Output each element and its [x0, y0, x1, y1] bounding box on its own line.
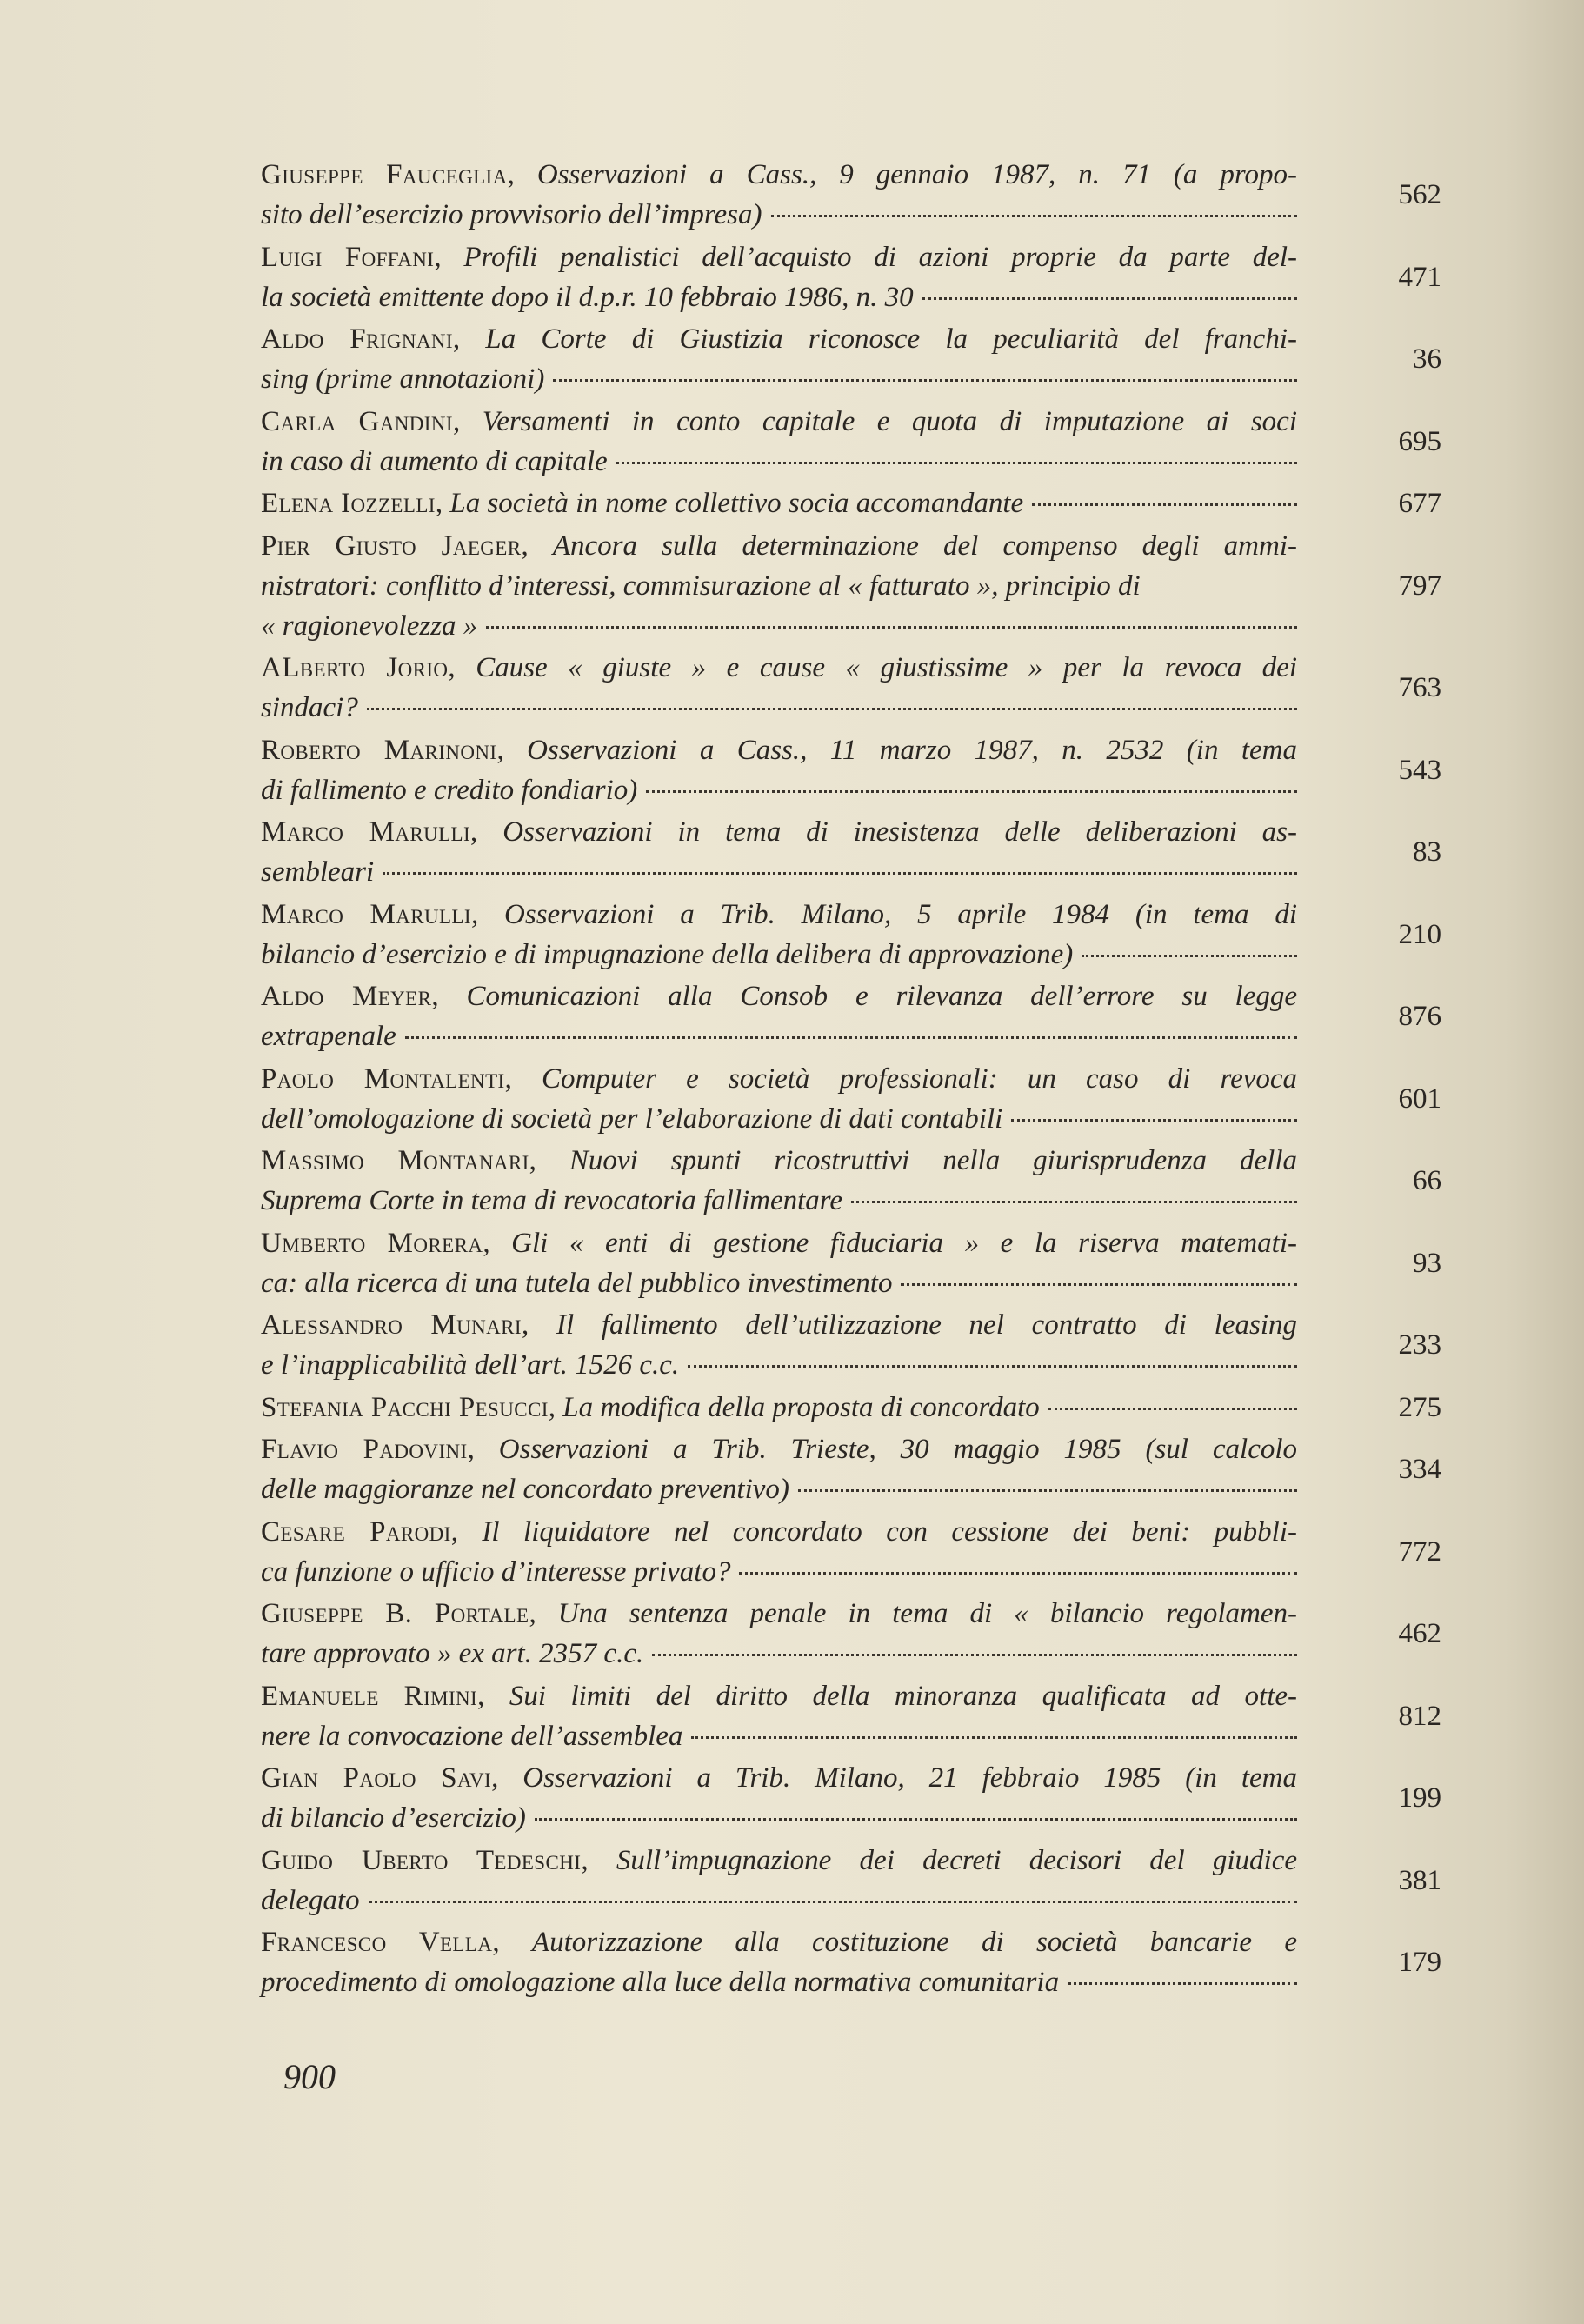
entry-title-line: Nuovi spunti ricostruttivi nella giurisprudenza della: [569, 1145, 1297, 1176]
entry-title-line: Osservazioni a Trib. Milano, 21 febbraio 1985 (in tema: [522, 1762, 1297, 1794]
entry-title-line: Sull’impugnazione dei decreti decisori del giudice: [616, 1844, 1297, 1876]
entry-text: [261, 237, 1297, 317]
entry-title-line: Il liquidatore nel concordato con cessione dei beni: pubbli-: [482, 1515, 1297, 1548]
entry-title-line: Una sentenza penale in tema di « bilancio regolamen-: [557, 1598, 1297, 1629]
entry-line: Paolo Montalenti, Computer e società professionali: un caso di revoca: [261, 1062, 1297, 1095]
page-reference: 66: [1413, 1165, 1441, 1196]
dot-leader: [1082, 955, 1297, 957]
entry-title-line: Osservazioni a Trib. Milano, 5 aprile 1984 (in tema di: [504, 898, 1297, 930]
entry-title-line: dell’omologazione di società per l’elaborazione di dati contabili: [261, 1102, 1003, 1135]
index-entry: [261, 730, 1441, 810]
author-name: Francesco Vella: [261, 1927, 493, 1958]
entry-line: [261, 1881, 1297, 1921]
entry-text: [261, 319, 1297, 399]
entry-text: [261, 1841, 1297, 1921]
author-name: Pier Giusto Jaeger: [261, 529, 522, 562]
entry-line: Elena Iozzelli, La società in nome collettivo socia accomandante: [261, 483, 1297, 523]
entry-line: [261, 1634, 1297, 1674]
page-reference: 772: [1398, 1535, 1441, 1568]
entry-line: [261, 1181, 1297, 1221]
entry-line: Pier Giusto Jaeger, Ancora sulla determinazione del compenso degli ammi-: [261, 529, 1297, 562]
entry-line: [261, 935, 1297, 975]
entry-line: Luigi Foffani, Profili penalistici dell’acquisto di azioni proprie da parte del-: [261, 241, 1297, 273]
dot-leader: [1032, 503, 1297, 506]
page-reference: 233: [1398, 1329, 1441, 1361]
entry-line: [261, 1099, 1297, 1139]
index-list: [261, 155, 1441, 2005]
index-entry: [261, 1676, 1441, 1756]
page-reference: 83: [1413, 836, 1441, 868]
index-entry: [261, 895, 1441, 975]
entry-line: [261, 1469, 1297, 1509]
entry-line: [261, 770, 1297, 810]
entry-line: [261, 1962, 1297, 2002]
page-reference: 543: [1398, 754, 1441, 786]
entry-text: [261, 402, 1297, 482]
index-entry: [261, 812, 1441, 892]
index-entry: [261, 1141, 1441, 1221]
dot-leader: [652, 1654, 1297, 1656]
dot-leader: [771, 215, 1298, 217]
entry-text: [261, 812, 1297, 892]
author-name: Marco Marulli: [261, 816, 471, 848]
entry-line: [261, 688, 1297, 728]
entry-title-line: Gli « enti di gestione fiduciaria » e la riserva matemati-: [511, 1227, 1297, 1259]
index-entry: [261, 1059, 1441, 1139]
page-reference: 381: [1398, 1864, 1441, 1896]
dot-leader: [1048, 1408, 1297, 1410]
author-name: Roberto Marinoni: [261, 734, 497, 766]
page-reference: 462: [1398, 1618, 1441, 1649]
entry-title-line: di fallimento e credito fondiario): [261, 774, 638, 806]
page-reference: 601: [1398, 1082, 1441, 1115]
entry-title-line: Comunicazioni alla Consob e rilevanza dell’errore su legge: [466, 981, 1297, 1012]
index-entry: [261, 526, 1441, 646]
author-name: Alessandro Munari: [261, 1309, 522, 1341]
entry-line: Emanuele Rimini, Sui limiti del diritto della minoranza qualificata ad otte-: [261, 1680, 1297, 1712]
author-name: Paolo Montalenti: [261, 1062, 505, 1095]
entry-line: Aldo Meyer, Comunicazioni alla Consob e rilevanza dell’errore su legge: [261, 981, 1297, 1012]
dot-leader: [691, 1736, 1297, 1739]
page-reference: 876: [1398, 1001, 1441, 1032]
dot-leader: [616, 462, 1297, 464]
index-entry: [261, 1512, 1441, 1592]
entry-line: [261, 442, 1297, 482]
author-name: Cesare Parodi: [261, 1515, 451, 1548]
entry-title-line: Cause « giuste » e cause « giustissime » per la revoca dei: [476, 652, 1297, 683]
entry-text: [261, 1512, 1297, 1592]
entry-title-line: extrapenale: [261, 1021, 396, 1052]
entry-line: [261, 566, 1297, 606]
entry-line: Flavio Padovini, Osservazioni a Trib. Trieste, 30 maggio 1985 (sul calcolo: [261, 1434, 1297, 1465]
entry-line: [261, 277, 1297, 317]
entry-text: [261, 648, 1297, 728]
entry-title-line: tare approvato » ex art. 2357 c.c.: [261, 1638, 644, 1669]
entry-title-line: Versamenti in conto capitale e quota di imputazione ai soci: [482, 405, 1297, 437]
entry-text: [261, 1059, 1297, 1139]
page-reference: 471: [1398, 261, 1441, 293]
entry-text: [261, 1305, 1297, 1385]
entry-line: [261, 1552, 1297, 1592]
author-name: Guido Uberto Tedeschi: [261, 1844, 582, 1876]
entry-line: Guido Uberto Tedeschi, Sull’impugnazione dei decreti decisori del giudice: [261, 1844, 1297, 1876]
dot-leader: [688, 1365, 1297, 1368]
entry-text: [261, 1758, 1297, 1838]
entry-title-line: sing (prime annotazioni): [261, 363, 545, 395]
entry-title-line: di bilancio d’esercizio): [261, 1802, 526, 1834]
entry-title-line: Il fallimento dell’utilizzazione nel contratto di leasing: [556, 1309, 1297, 1341]
entry-title-line: La Corte di Giustizia riconosce la peculiarità del franchi-: [485, 323, 1297, 355]
entry-line: [261, 1016, 1297, 1056]
entry-title-line: bilancio d’esercizio e di impugnazione della delibera di approvazione): [261, 938, 1074, 970]
author-name: Aldo Frignani: [261, 323, 453, 355]
dot-leader: [851, 1201, 1297, 1203]
author-name: Giuseppe B. Portale: [261, 1598, 529, 1629]
entry-text: [261, 895, 1297, 975]
page-reference: 334: [1398, 1454, 1441, 1485]
author-name: ALberto Jorio: [261, 652, 449, 683]
page-reference: 695: [1398, 425, 1441, 457]
index-entry: [261, 402, 1441, 482]
entry-text: [261, 1429, 1297, 1509]
entry-text: [261, 730, 1297, 810]
index-entry: [261, 1841, 1441, 1921]
entry-title-line: Sui limiti del diritto della minoranza qualificata ad otte-: [509, 1680, 1297, 1712]
entry-line: Roberto Marinoni, Osservazioni a Cass., 11 marzo 1987, n. 2532 (in tema: [261, 734, 1297, 766]
entry-line: Cesare Parodi, Il liquidatore nel concordato con cessione dei beni: pubbli-: [261, 1515, 1297, 1548]
page-reference: 179: [1398, 1947, 1441, 1978]
entry-text: [261, 1676, 1297, 1756]
entry-line: [261, 1345, 1297, 1385]
index-entry: [261, 483, 1441, 523]
entry-text: [261, 1922, 1297, 2002]
dot-leader: [367, 708, 1297, 710]
entry-title-line: Osservazioni a Cass., 11 marzo 1987, n. 2532 (in tema: [527, 734, 1297, 766]
entry-line: [261, 1263, 1297, 1303]
entry-line: Stefania Pacchi Pesucci, La modifica della proposta di concordato: [261, 1388, 1297, 1428]
dot-leader: [922, 297, 1297, 300]
entry-line: Carla Gandini, Versamenti in conto capitale e quota di imputazione ai soci: [261, 405, 1297, 437]
author-name: Massimo Montanari: [261, 1145, 529, 1176]
index-entry: [261, 648, 1441, 728]
author-name: Carla Gandini: [261, 405, 453, 437]
entry-line: [261, 1716, 1297, 1756]
dot-leader: [646, 790, 1297, 793]
entry-line: Alessandro Munari, Il fallimento dell’utilizzazione nel contratto di leasing: [261, 1309, 1297, 1341]
entry-title-line: Suprema Corte in tema di revocatoria fallimentare: [261, 1185, 843, 1216]
entry-line: ALberto Jorio, Cause « giuste » e cause « giustissime » per la revoca dei: [261, 652, 1297, 683]
entry-title-line: Osservazioni a Cass., 9 gennaio 1987, n. 71 (a propo-: [536, 159, 1297, 190]
entry-line: Francesco Vella, Autorizzazione alla costituzione di società bancarie e: [261, 1927, 1297, 1958]
page-reference: 797: [1398, 569, 1441, 602]
entry-line: Gian Paolo Savi, Osservazioni a Trib. Milano, 21 febbraio 1985 (in tema: [261, 1762, 1297, 1794]
index-entry: [261, 1223, 1441, 1303]
entry-title-line: La modifica della proposta di concordato: [562, 1391, 1040, 1423]
entry-line: [261, 606, 1297, 646]
entry-title-line: nistratori: conflitto d’interessi, commisurazione al « fatturato », principio di: [261, 569, 1141, 602]
author-name: Gian Paolo Savi: [261, 1762, 492, 1794]
author-name: Umberto Morera: [261, 1227, 483, 1259]
entry-line: [261, 852, 1297, 892]
entry-line: Marco Marulli, Osservazioni a Trib. Milano, 5 aprile 1984 (in tema di: [261, 898, 1297, 930]
dot-leader: [535, 1818, 1297, 1821]
entry-title-line: Osservazioni in tema di inesistenza delle deliberazioni as-: [502, 816, 1297, 848]
entry-title-line: Osservazioni a Trib. Trieste, 30 maggio 1985 (sul calcolo: [498, 1434, 1297, 1465]
page-reference: 812: [1398, 1700, 1441, 1732]
entry-line: Giuseppe B. Portale, Una sentenza penale in tema di « bilancio regolamen-: [261, 1598, 1297, 1629]
page-reference: 199: [1398, 1782, 1441, 1814]
author-name: Giuseppe Fauceglia: [261, 159, 508, 190]
dot-leader: [405, 1036, 1297, 1039]
page-number: 900: [283, 2057, 336, 2096]
dot-leader: [369, 1901, 1297, 1903]
entry-title-line: Profili penalistici dell’acquisto di azioni proprie da parte del-: [463, 241, 1297, 273]
index-entry: [261, 155, 1441, 235]
entry-line: Marco Marulli, Osservazioni in tema di inesistenza delle deliberazioni as-: [261, 816, 1297, 848]
entry-text: [261, 155, 1297, 235]
page-reference: 562: [1398, 179, 1441, 210]
entry-title-line: Computer e società professionali: un caso di revoca: [542, 1062, 1297, 1095]
author-name: Emanuele Rimini: [261, 1680, 478, 1712]
entry-text: [261, 1141, 1297, 1221]
entry-title-line: sindaci?: [261, 692, 358, 723]
entry-title-line: Ancora sulla determinazione del compenso degli ammi-: [552, 529, 1297, 562]
index-entry: [261, 1594, 1441, 1674]
entry-title-line: sito dell’esercizio provvisorio dell’impresa): [261, 199, 762, 230]
entry-line: [261, 195, 1297, 235]
dot-leader: [553, 379, 1297, 382]
dot-leader: [1068, 1982, 1297, 1985]
author-name: Stefania Pacchi Pesucci: [261, 1391, 549, 1423]
entry-title-line: sembleari: [261, 856, 375, 888]
entry-line: Aldo Frignani, La Corte di Giustizia riconosce la peculiarità del franchi-: [261, 323, 1297, 355]
entry-title-line: nere la convocazione dell’assemblea: [261, 1720, 683, 1752]
dot-leader: [383, 872, 1297, 875]
index-entry: [261, 1758, 1441, 1838]
page-reference: 93: [1413, 1247, 1441, 1279]
page-reference: 36: [1413, 343, 1441, 375]
entry-text: [261, 976, 1297, 1056]
entry-title-line: « ragionevolezza »: [261, 609, 478, 642]
author-name: Flavio Padovini: [261, 1434, 468, 1465]
dot-leader: [739, 1572, 1297, 1575]
entry-title-line: ca funzione o ufficio d’interesse privato?: [261, 1555, 731, 1588]
dot-leader: [486, 626, 1297, 629]
entry-title-line: Autorizzazione alla costituzione di società bancarie e: [531, 1927, 1297, 1958]
index-entry: [261, 1922, 1441, 2002]
entry-text: [261, 1388, 1297, 1428]
author-name: Elena Iozzelli: [261, 488, 436, 519]
index-entry: [261, 1429, 1441, 1509]
index-entry: [261, 1305, 1441, 1385]
index-entry: [261, 319, 1441, 399]
page-reference: 210: [1398, 918, 1441, 950]
entry-title-line: e l’inapplicabilità dell’art. 1526 c.c.: [261, 1349, 680, 1381]
entry-line: Massimo Montanari, Nuovi spunti ricostruttivi nella giurisprudenza della: [261, 1145, 1297, 1176]
page-reference: 677: [1398, 488, 1441, 519]
entry-text: [261, 483, 1297, 523]
entry-line: [261, 359, 1297, 399]
dot-leader: [798, 1489, 1297, 1492]
author-name: Marco Marulli: [261, 898, 471, 930]
entry-line: Giuseppe Fauceglia, Osservazioni a Cass., 9 gennaio 1987, n. 71 (a propo-: [261, 159, 1297, 190]
author-name: Luigi Foffani: [261, 241, 435, 273]
page-reference: 275: [1398, 1391, 1441, 1423]
entry-text: [261, 1223, 1297, 1303]
author-name: Aldo Meyer: [261, 981, 432, 1012]
dot-leader: [901, 1283, 1297, 1286]
dot-leader: [1011, 1119, 1297, 1122]
entry-title-line: La società in nome collettivo socia accomandante: [449, 488, 1024, 519]
page-reference: 763: [1398, 672, 1441, 703]
entry-title-line: la società emittente dopo il d.p.r. 10 febbraio 1986, n. 30: [261, 281, 914, 313]
entry-text: [261, 526, 1297, 646]
entry-title-line: delle maggioranze nel concordato preventivo): [261, 1474, 789, 1505]
entry-text: [261, 1594, 1297, 1674]
index-entry: [261, 237, 1441, 317]
entry-line: Umberto Morera, Gli « enti di gestione fiduciaria » e la riserva matemati-: [261, 1227, 1297, 1259]
index-entry: [261, 976, 1441, 1056]
index-entry: [261, 1388, 1441, 1428]
entry-title-line: procedimento di omologazione alla luce della normativa comunitaria: [261, 1967, 1060, 1998]
entry-title-line: delegato: [261, 1884, 360, 1916]
entry-line: [261, 1798, 1297, 1838]
entry-title-line: ca: alla ricerca di una tutela del pubblico investimento: [261, 1267, 893, 1299]
entry-title-line: in caso di aumento di capitale: [261, 445, 608, 477]
